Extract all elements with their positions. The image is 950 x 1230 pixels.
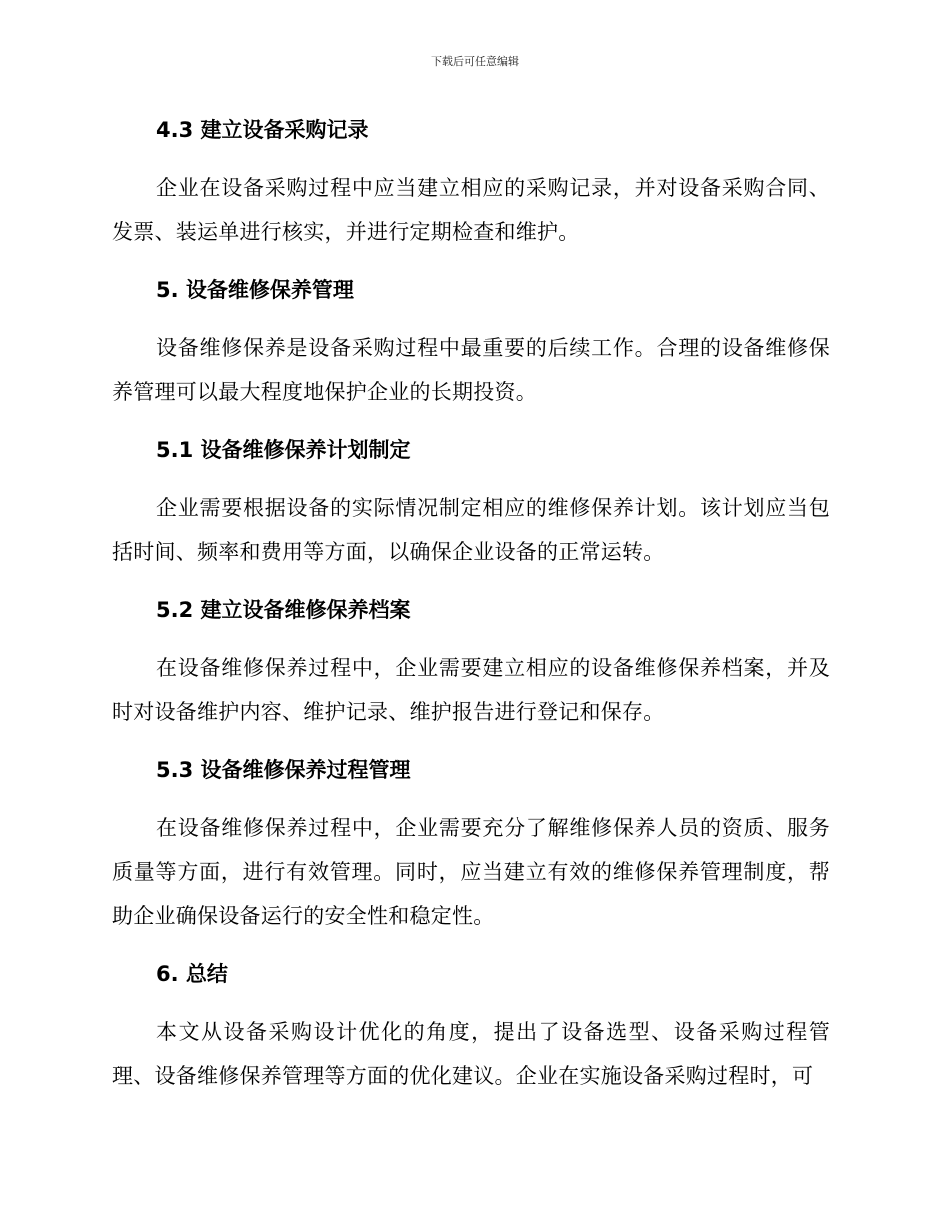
section-heading-5-1: 5.1 设备维修保养计划制定: [156, 438, 411, 462]
section-paragraph-4-3: 企业在设备采购过程中应当建立相应的采购记录，并对设备采购合同、发票、装运单进行核实，并进行定期检查和维护。: [112, 176, 830, 244]
section-heading-5-3: 5.3 设备维修保养过程管理: [156, 758, 411, 782]
section-paragraph-5: 设备维修保养是设备采购过程中最重要的后续工作。合理的设备维修保养管理可以最大程度地保护企业的长期投资。: [112, 336, 830, 404]
section-paragraph-6: 本文从设备采购设计优化的角度，提出了设备选型、设备采购过程管理、设备维修保养管理等方面的优化建议。企业在实施设备采购过程时，可: [112, 1020, 830, 1088]
section-heading-6: 6. 总结: [156, 962, 228, 986]
section-heading-5-2: 5.2 建立设备维修保养档案: [156, 598, 411, 622]
document-body: [112, 108, 830, 1112]
section-paragraph-5-1: 企业需要根据设备的实际情况制定相应的维修保养计划。该计划应当包括时间、频率和费用等方面，以确保企业设备的正常运转。: [112, 496, 830, 564]
section-paragraph-5-2: 在设备维修保养过程中，企业需要建立相应的设备维修保养档案，并及时对设备维护内容、维护记录、维护报告进行登记和保存。: [112, 656, 830, 724]
section-paragraph-5-3: 在设备维修保养过程中，企业需要充分了解维修保养人员的资质、服务质量等方面，进行有效管理。同时，应当建立有效的维修保养管理制度，帮助企业确保设备运行的安全性和稳定性。: [112, 816, 830, 928]
page-header: 下载后可任意编辑: [431, 55, 519, 68]
section-heading-5: 5. 设备维修保养管理: [156, 278, 354, 302]
section-heading-4-3: 4.3 建立设备采购记录: [156, 118, 369, 142]
